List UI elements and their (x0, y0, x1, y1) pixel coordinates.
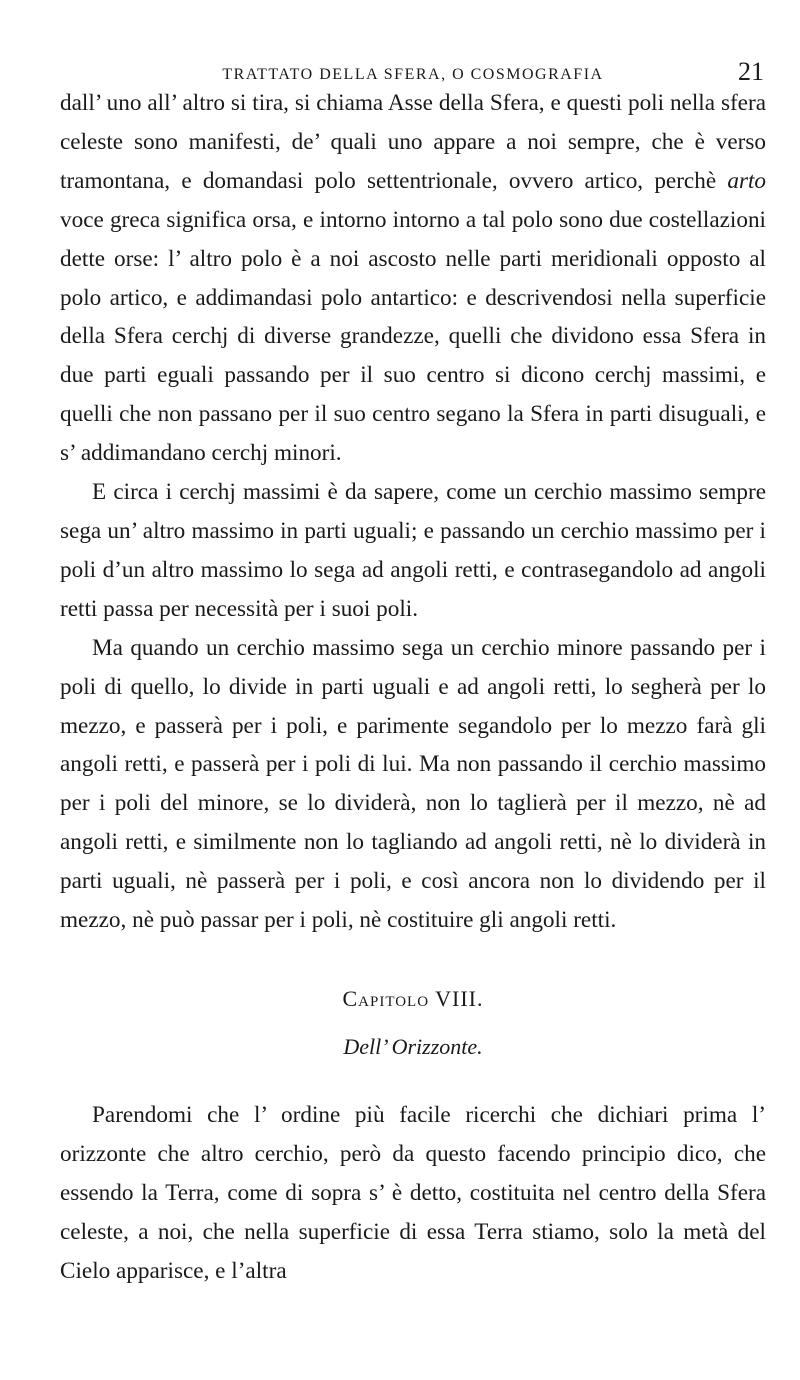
running-header (60, 0, 766, 84)
paragraph-text: voce greca significa orsa, e intorno intorno a tal polo sono due costellazioni dette orse: l’ altro polo è a noi ascosto nelle parti meridionali opposto al polo artico, e addimandasi polo antartico: e descrivendosi nella superficie della Sfera cerchj di diverse grandezze, quelli che dividono essa Sfera in due parti eguali passando per il suo centro si dicono cerchj massimi, e quelli che non passano per il suo centro segano la Sfera in parti disuguali, e s’ addimandano cerchj minori. (60, 206, 766, 467)
chapter-title: Capitolo VIII. (342, 985, 484, 1011)
paragraph-continuation (60, 84, 766, 473)
paragraph: E circa i cerchj massimi è da sapere, come un cerchio massimo sempre sega un’ altro massimo in parti uguali; e passando un cerchio massimo per i poli d’un altro massimo lo sega ad angoli retti, e contrasegandolo ad angoli retti passa per necessità per i suoi poli. (60, 479, 766, 622)
paragraph: Parendomi che l’ ordine più facile ricerchi che dichiari prima l’ orizzonte che altro cerchio, però da questo facendo principio dico, che essendo la Terra, come di sopra s’ è detto, costituita nel centro della Sfera celeste, a noi, che nella superficie di essa Terra stiamo, solo la metà del Cielo apparisce, e l’altra (60, 1101, 766, 1284)
page-number: 21 (738, 57, 764, 86)
chapter-subtitle: Dell’ Orizzonte. (343, 1033, 483, 1059)
running-title: TRATTATO DELLA SFERA, O COSMOGRAFIA (222, 66, 604, 83)
body-text (60, 84, 766, 1290)
italic-word: arto (727, 167, 766, 194)
paragraph-text: dall’ uno all’ altro si tira, si chiama Asse della Sfera, e questi poli nella sfera celeste sono manifesti, de’ quali uno appare a noi sempre, che è verso tramontana, e domandasi polo settentrionale, ovvero artico, perchè (60, 90, 766, 194)
paragraph: Ma quando un cerchio massimo sega un cerchio minore passando per i poli di quello, lo divide in parti uguali e ad angoli retti, lo segherà per lo mezzo, e passerà per i poli, e parimente segandolo per lo mezzo farà gli angoli retti, e passerà per i poli di lui. Ma non passando il cerchio massimo per i poli del minore, se lo dividerà, non lo taglierà per il mezzo, nè ad angoli retti, e similmente non lo tagliando ad angoli retti, nè lo dividerà in parti uguali, nè passerà per i poli, e così ancora non lo dividendo per il mezzo, nè può passar per i poli, nè costituire gli angoli retti. (60, 634, 766, 934)
book-page (60, 0, 766, 1380)
